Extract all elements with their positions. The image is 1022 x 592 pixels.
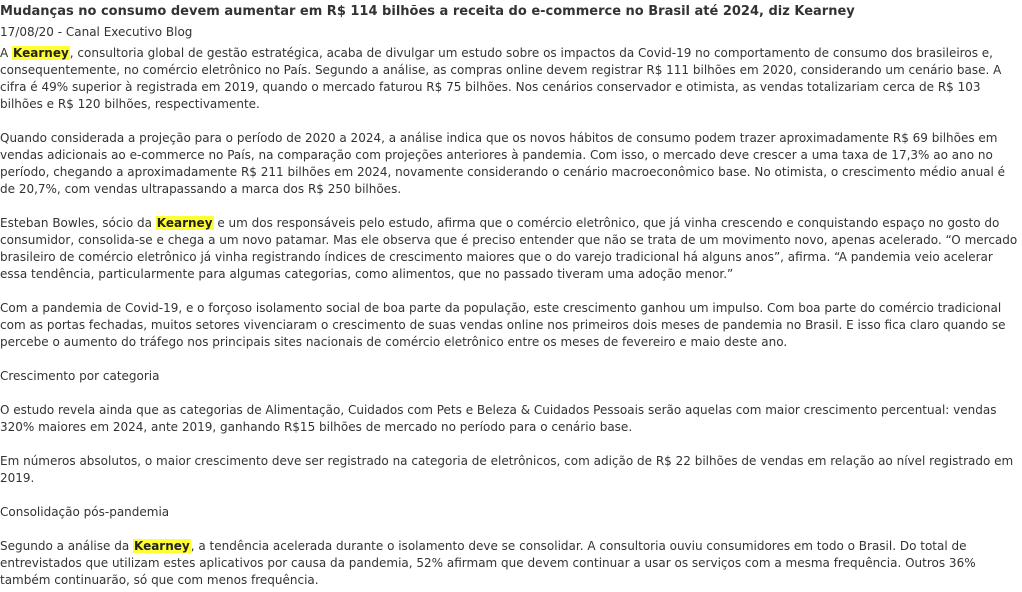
paragraph-7-start: Segundo a análise da — [0, 539, 133, 553]
paragraph-4: Com a pandemia de Covid-19, e o forçoso isolamento social de boa parte da população, este crescimento ganhou um impulso. Com boa parte do comércio tradicional com as portas fechadas, muitos setores vivenciaram o crescimento de suas vendas online nos primeiros dois meses de pandemia no Brasil. E isso fica claro quando se percebe o aumento do tráfego nos principais sites nacionais de comércio eletrônico entre os meses de fevereiro e maio deste ano. — [0, 301, 1006, 349]
paragraph-1 — [0, 45, 1018, 113]
article-title: Mudanças no consumo devem aumentar em R$ 114 bilhões a receita do e-commerce no Brasil até 2024, diz Kearney — [0, 4, 855, 19]
paragraph-1-rest: , consultoria global de gestão estratégica, acaba de divulgar um estudo sobre os impactos da Covid-19 no comportamento de consumo dos brasileiros e, consequentemente, no comércio eletrônico no País. Segundo a análise, as compras online devem registrar R$ 111 bilhões em 2020, considerando um cenário base. A cifra é 49% superior à registrada em 2019, quando o mercado faturou R$ 75 bilhões. Nos cenários conservador e otimista, as vendas totalizariam cerca de R$ 103 bilhões e R$ 120 bilhões, respectivamente. — [0, 46, 1002, 111]
paragraph-7 — [0, 538, 1018, 589]
article-meta: 17/08/20 - Canal Executivo Blog — [0, 25, 193, 39]
highlight-kearney: Kearney — [133, 539, 190, 553]
paragraph-6: Em números absolutos, o maior crescimento deve ser registrado na categoria de eletrônicos, com adição de R$ 22 bilhões de vendas em relação ao nível registrado em 2019. — [0, 454, 1014, 485]
subheading-crescimento: Crescimento por categoria — [0, 369, 160, 383]
highlight-kearney: Kearney — [13, 46, 69, 60]
paragraph-5: O estudo revela ainda que as categorias de Alimentação, Cuidados com Pets e Beleza & Cuidados Pessoais serão aquelas com maior crescimento percentual: vendas 320% maiores em 2024, ante 2019, ganhando R$15 bilhões de mercado no período para o cenário base. — [0, 403, 997, 434]
subheading-consolidacao: Consolidação pós-pandemia — [0, 505, 170, 519]
paragraph-7-rest: , a tendência acelerada durante o isolamento deve se consolidar. A consultoria ouviu consumidores em todo o Brasil. Do total de entrevistados que utilizam estes aplicativos por causa da pandemia, 52% afirmam que devem continuar a usar os serviços com a mesma frequência. Outros 36% também continuarão, só que com menos frequência. — [0, 539, 976, 587]
paragraph-3-rest: e um dos responsáveis pelo estudo, afirma que o comércio eletrônico, que já vinha crescendo e conquistando espaço no gosto do consumidor, consolida-se e chega a um novo patamar. Mas ele observa que é preciso entender que não se trata de um movimento novo, apenas acelerado. “O mercado brasileiro de comércio eletrônico já vinha registrando índices de crescimento maiores que o do varejo tradicional há alguns anos”, afirma. “A pandemia veio acelerar essa tendência, particularmente para algumas categorias, como alimentos, que no passado tiveram uma adoção menor.” — [0, 216, 1018, 281]
paragraph-3-start: Esteban Bowles, sócio da — [0, 216, 156, 230]
paragraph-2: Quando considerada a projeção para o período de 2020 a 2024, a análise indica que os novos hábitos de consumo podem trazer aproximadamente R$ 69 bilhões em vendas adicionais ao e-commerce no País, na comparação com projeções anteriores à pandemia. Com isso, o mercado deve crescer a uma taxa de 17,3% ao ano no período, chegando a aproximadamente R$ 211 bilhões em 2024, novamente considerando o cenário macroeconômico base. No otimista, o crescimento médio anual é de 20,7%, com vendas ultrapassando a marca dos R$ 250 bilhões. — [0, 131, 1006, 196]
highlight-kearney: Kearney — [156, 216, 213, 230]
paragraph-1-start: A — [0, 46, 13, 60]
paragraph-3 — [0, 215, 1018, 283]
